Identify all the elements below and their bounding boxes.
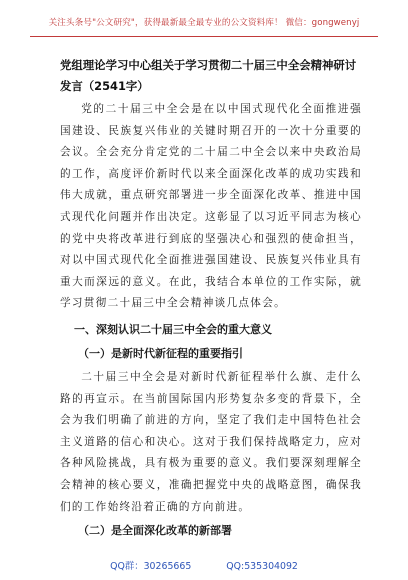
intro-paragraph: 党的二十届三中全会是在以中国式现代化全面推进强国建设、民族复兴伟业的关键时期召开的一次十分重要的会议。全会充分肯定党的二十届二中全会以来中央政治局的工作，高度评价新时代以来全面深化改革的成功实践和伟大成就，重点研究部署进一步全面深化改革、推进中国式现代化问题并作出决定。这彰显了以习近平同志为核心的党中央将改革进行到底的坚强决心和强烈的使命担当，对以中国式现代化全面推进强国建设、民族复兴伟业具有重大而深远的意义。在此，我结合本单位的工作实际，就学习贯彻二十届三中全会精神谈几点体会。: [60, 103, 362, 310]
header-divider: [30, 36, 378, 37]
subsection-paragraph-1: 二十届三中全会是对新时代新征程举什么旗、走什么路的再宣示。在当前国际国内形势复杂多变的背景下，全会为我们明确了前进的方向，坚定了我们走中国特色社会主义道路的信心和决心。这对于我们保持战略定力，应对各种风险挑战，具有极为重要的意义。我们要深刻理解全会精神的核心要义，准确把握党中央的战略意图，确保我们的工作始终沿着正确的方向前进。: [60, 370, 362, 513]
subsection-heading-2: （二）是全面深化改革的新部署: [78, 524, 232, 538]
document-title: 党组理论学习中心组关于学习贯彻二十届三中全会精神研讨发言（2541字）: [60, 58, 357, 93]
header-notice: 关注头条号"公文研究"，获得最新最全最专业的公文资料库！ 微信：gongwenyj: [48, 18, 360, 28]
footer-qq-group: QQ群：30265665: [110, 561, 192, 572]
footer-contact: [0, 558, 408, 572]
footer-qq: QQ:535304092: [226, 561, 298, 572]
subsection-heading-1: （一）是新时代新征程的重要指引: [78, 346, 243, 360]
section-heading-1: 一、深刻认识二十届三中全会的重大意义: [74, 322, 272, 336]
document-body: [60, 55, 362, 544]
